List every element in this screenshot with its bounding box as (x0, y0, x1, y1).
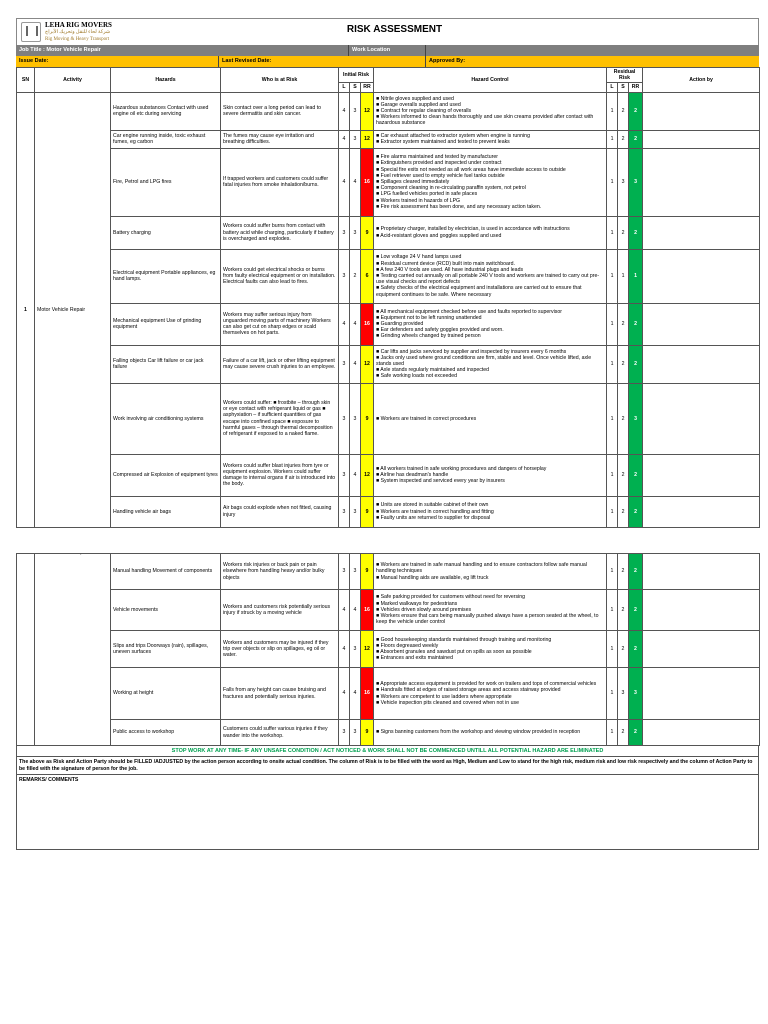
who-at-risk-cell: Workers could get electrical shocks or burns from faulty electrical equipment or on installation. Electrical faults can also lead to fires. (221, 249, 339, 303)
control-item: ■ Jacks only used where ground conditions are firm, stable and level. Once vehicle lifted, axle stands used (376, 354, 592, 367)
residual-rr-cell: 3 (629, 383, 643, 454)
control-item: ■ Special fire exits not needed as all work areas have immediate access to outside (376, 166, 566, 173)
hazard-cell: Work involving air conditioning systems (111, 383, 221, 454)
residual-rr-cell: 2 (629, 130, 643, 148)
who-at-risk-cell: Workers could suffer burns from contact with battery acid while charging, particularly if battery is overcharged and explodes. (221, 216, 339, 249)
col-hazard-control: Hazard Control (374, 68, 607, 93)
initial-l-cell: 4 (339, 303, 350, 345)
table-row (17, 720, 760, 746)
action-by-cell[interactable] (643, 345, 760, 383)
control-item: ■ Vehicles driven slowly around premises (376, 606, 472, 613)
initial-rr-cell: 9 (361, 720, 374, 746)
initial-s-cell: 4 (350, 148, 361, 216)
col-residual-s: S (618, 83, 629, 92)
table-row (17, 303, 760, 345)
initial-l-cell: 4 (339, 130, 350, 148)
initial-rr-cell: 9 (361, 554, 374, 590)
residual-l-cell: 1 (607, 130, 618, 148)
stop-work-banner: STOP WORK AT ANY TIME- IF ANY UNSAFE CONDITION / ACT NOTICED & WORK SHALL NOT BE COMMENCED UNTILL ALL POTENTIAL HAZARD ARE ELIMINATED (16, 746, 759, 757)
residual-l-cell: 1 (607, 92, 618, 130)
initial-rr-cell: 16 (361, 148, 374, 216)
initial-l-cell: 4 (339, 631, 350, 668)
control-item: ■ Workers are trained in correct procedures (376, 415, 477, 422)
control-item: ■ Workers are competent to use ladders where appropriate (376, 693, 512, 700)
who-at-risk-cell: Failure of a car lift, jack or other lifting equipment may cause severe crush injuries to an employee. (221, 345, 339, 383)
risk-table-page-1 (16, 67, 760, 528)
col-initial-rr: RR (361, 83, 374, 92)
initial-rr-cell: 12 (361, 130, 374, 148)
who-at-risk-cell: Workers and customers may be injured if they trip over objects or slip on spillages, eg oil or water. (221, 631, 339, 668)
col-hazards: Hazards (111, 68, 221, 93)
residual-l-cell: 1 (607, 554, 618, 590)
control-item: ■ Car exhaust attached to extractor system when engine is running (376, 132, 530, 139)
residual-s-cell: 2 (618, 303, 629, 345)
residual-l-cell: 1 (607, 345, 618, 383)
control-item: ■ Marked walkways for pedestrians (376, 600, 458, 607)
residual-l-cell: 1 (607, 249, 618, 303)
action-by-cell[interactable] (643, 249, 760, 303)
initial-s-cell: 3 (350, 631, 361, 668)
initial-rr-cell: 12 (361, 92, 374, 130)
control-item: ■ Floors degreased weekly (376, 642, 439, 649)
hazard-control-cell (374, 92, 607, 130)
initial-l-cell: 4 (339, 590, 350, 631)
residual-rr-cell: 2 (629, 554, 643, 590)
action-by-cell[interactable] (643, 554, 760, 590)
control-item: ■ Proprietary charger, installed by electrician, is used in accordance with instructions (376, 226, 570, 233)
residual-rr-cell: 2 (629, 720, 643, 746)
control-item: ■ Workers are trained in correct handling and fitting (376, 508, 494, 515)
residual-l-cell: 1 (607, 454, 618, 496)
hazard-cell: Mechanical equipment Use of grinding equipment (111, 303, 221, 345)
control-item: ■ Safety checks of the electrical equipment and installations are carried out to ensure that equipment continues to be safe. Where necessary (376, 285, 582, 298)
who-at-risk-cell: Workers risk injuries or back pain or pain elsewhere from handling heavy and/or bulky objects (221, 554, 339, 590)
initial-s-cell: 2 (350, 249, 361, 303)
control-item: ■ Equipment not to be left running unattended (376, 314, 482, 321)
control-item: ■ Airline has deadman's handle (376, 472, 449, 478)
hazard-control-cell (374, 148, 607, 216)
col-initial-l: L (339, 83, 350, 92)
control-item: ■ Workers are trained in safe manual handling and to ensure contractors follow safe manual handling techniques (376, 562, 587, 575)
initial-l-cell: 3 (339, 496, 350, 527)
remarks-label: REMARKS/ COMMENTS (19, 777, 79, 783)
residual-l-cell: 1 (607, 383, 618, 454)
risk-table-page-2 (16, 553, 760, 746)
residual-s-cell: 3 (618, 668, 629, 720)
hazard-cell: Manual handling Movement of components (111, 554, 221, 590)
issue-date[interactable]: Issue Date: (16, 56, 219, 67)
action-by-cell[interactable] (643, 303, 760, 345)
residual-rr-cell: 2 (629, 303, 643, 345)
hazard-control-cell (374, 216, 607, 249)
who-at-risk-cell: Workers and customers risk potentially serious injury if struck by a moving vehicle (221, 590, 339, 631)
sn-cell (17, 554, 35, 746)
hazard-control-cell (374, 590, 607, 631)
residual-l-cell: 1 (607, 148, 618, 216)
who-at-risk-cell: Air bags could explode when not fitted, causing injury (221, 496, 339, 527)
action-by-cell[interactable] (643, 496, 760, 527)
table-row (17, 496, 760, 527)
initial-s-cell: 3 (350, 720, 361, 746)
hazard-control-cell (374, 130, 607, 148)
control-item: ■ Signs banning customers from the workshop and viewing window provided in reception (376, 729, 581, 736)
table-row (17, 216, 760, 249)
table-row (17, 590, 760, 631)
sn-cell: 1 (17, 92, 35, 527)
control-item: ■ Grinding wheels changed by trained person (376, 333, 481, 340)
residual-s-cell: 2 (618, 496, 629, 527)
col-activity: Activity (35, 68, 111, 93)
control-item: ■ Contract for regular cleaning of overalls (376, 108, 472, 114)
hazard-control-cell (374, 631, 607, 668)
initial-s-cell: 3 (350, 496, 361, 527)
residual-l-cell: 1 (607, 720, 618, 746)
control-item: ■ Component cleaning in re-circulating paraffin system, not petrol (376, 185, 526, 192)
who-at-risk-cell: Skin contact over a long period can lead to severe dermatitis and skin cancer. (221, 92, 339, 130)
hazard-control-cell (374, 720, 607, 746)
table-row (17, 345, 760, 383)
activity-cell (35, 554, 111, 746)
control-item: ■ Fire risk assessment has been done, and any necessary action taken. (376, 203, 542, 210)
action-by-cell[interactable] (643, 631, 760, 668)
initial-l-cell: 3 (339, 216, 350, 249)
control-item: ■ Acid-resistant gloves and goggles supplied and used (376, 232, 502, 239)
control-item: ■ Extinguishers provided and inspected under contract (376, 160, 502, 167)
who-at-risk-cell: If trapped workers and customers could suffer fatal injuries from smoke inhalation/burns. (221, 148, 339, 216)
control-item: ■ System inspected and serviced every year by insurers (376, 478, 505, 485)
control-item: ■ Residual current device (RCD) built into main switchboard. (376, 260, 515, 267)
residual-rr-cell: 2 (629, 216, 643, 249)
table-row (17, 631, 760, 668)
control-item: ■ Absorbent granules and sawdust put on spills as soon as possible (376, 649, 532, 655)
residual-l-cell: 1 (607, 631, 618, 668)
company-name: LEHA RIG MOVERS (45, 20, 112, 29)
hazard-control-cell (374, 383, 607, 454)
residual-rr-cell: 2 (629, 496, 643, 527)
hazard-cell: Working at height (111, 668, 221, 720)
control-item: ■ LPG fuelled vehicles ported in safe places (376, 191, 478, 198)
risk-sheet-page-2 (16, 553, 759, 850)
company-logo (17, 19, 141, 45)
initial-s-cell: 3 (350, 130, 361, 148)
residual-rr-cell: 2 (629, 454, 643, 496)
control-item: ■ Faulty units are returned to supplier for disposal (376, 514, 491, 521)
initial-l-cell: 3 (339, 454, 350, 496)
initial-l-cell: 3 (339, 383, 350, 454)
control-item: ■ Garage overalls supplied and used (376, 101, 461, 108)
col-residual-rr: RR (629, 83, 643, 92)
initial-l-cell: 3 (339, 249, 350, 303)
who-at-risk-cell: Workers could suffer: ■ frostbite – through skin or eye contact with refrigerant liquid or gas ■ asphyxiation – if sufficient quantities of gas escape into confined space ■ exposure to harmful gases – through thermal decomposition of refrigerant if exposed to a naked flame. (221, 383, 339, 454)
control-item: ■ Workers trained in hazards of LPG (376, 197, 461, 204)
hazard-control-cell (374, 554, 607, 590)
table-row (17, 554, 760, 590)
residual-s-cell: 2 (618, 383, 629, 454)
action-by-cell[interactable] (643, 454, 760, 496)
col-residual-risk: Residual Risk (607, 68, 643, 83)
who-at-risk-cell: The fumes may cause eye irritation and breathing difficulties. (221, 130, 339, 148)
hazard-control-cell (374, 249, 607, 303)
logo-mark-icon (21, 22, 41, 42)
hazard-cell: Electrical equipment Portable appliances, eg hand lamps. (111, 249, 221, 303)
action-by-cell[interactable] (643, 590, 760, 631)
initial-l-cell: 4 (339, 92, 350, 130)
initial-rr-cell: 16 (361, 303, 374, 345)
residual-s-cell: 2 (618, 590, 629, 631)
control-item: ■ Ear defenders and safety goggles provided and worn. (376, 327, 504, 334)
action-by-cell[interactable] (643, 130, 760, 148)
initial-l-cell: 3 (339, 720, 350, 746)
action-by-cell[interactable] (643, 668, 760, 720)
action-by-cell[interactable] (643, 148, 760, 216)
control-item: ■ Manual handling aids are available, eg lift truck (376, 574, 489, 581)
initial-s-cell: 4 (350, 303, 361, 345)
hazard-cell: Compressed air Explosion of equipment tyres (111, 454, 221, 496)
table-row (17, 249, 760, 303)
residual-s-cell: 2 (618, 216, 629, 249)
control-item: ■ Units are stored in suitable cabinet of their own (376, 502, 489, 509)
initial-l-cell: 4 (339, 668, 350, 720)
hazard-cell: Handling vehicle air bags (111, 496, 221, 527)
control-item: ■ Nitrile gloves supplied and used (376, 95, 454, 102)
initial-rr-cell: 9 (361, 383, 374, 454)
control-item: ■ Workers ensure that cars being manually pushed always have a person seated at the wheel, to keep the vehicle under control (376, 613, 599, 626)
residual-s-cell: 2 (618, 631, 629, 668)
hazard-control-cell (374, 668, 607, 720)
residual-s-cell: 2 (618, 130, 629, 148)
col-initial-risk: Initial Risk (339, 68, 374, 83)
hazard-cell: Fire, Petrol and LPG fires (111, 148, 221, 216)
residual-rr-cell: 3 (629, 148, 643, 216)
initial-s-cell: 4 (350, 668, 361, 720)
action-by-cell[interactable] (643, 720, 760, 746)
job-title: Job Title : Motor Vehicle Repair (16, 45, 349, 56)
hazard-cell: Falling objects Car lift failure or car jack failure (111, 345, 221, 383)
date-bar (16, 56, 759, 67)
approved-by[interactable]: Approved By: (429, 58, 466, 64)
col-initial-s: S (350, 83, 361, 92)
table-row (17, 383, 760, 454)
hazard-cell: Public access to workshop (111, 720, 221, 746)
residual-rr-cell: 2 (629, 631, 643, 668)
residual-s-cell: 1 (618, 249, 629, 303)
risk-assessment-sheet (16, 18, 759, 528)
control-item: ■ Axle stands regularly maintained and inspected (376, 367, 490, 374)
control-item: ■ All workers trained in safe working procedures and dangers of horseplay (376, 465, 547, 472)
work-location-label: Work Location (349, 45, 426, 56)
residual-rr-cell: 2 (629, 590, 643, 631)
initial-l-cell: 3 (339, 554, 350, 590)
control-item: ■ Safe working loads not exceeded (376, 373, 458, 380)
hazard-control-cell (374, 454, 607, 496)
hazard-cell: Hazardous substances Contact with used engine oil etc during servicing (111, 92, 221, 130)
control-item: ■ Appropriate access equipment is provided for work on trailers and tops of commercial vehicles (376, 681, 597, 688)
control-item: ■ Low voltage 24 V hand lamps used (376, 254, 462, 261)
footer-note: The above as Risk and Action Party should be FILLED /ADJUSTED by the action person according to onsite actual condition. The column of Risk is to be filled with the word as High, Medium and Low to stand for the high risk, medium risk and low risk respectively and the column of Action Party to be filled with the signature of person for the job. (16, 757, 759, 775)
initial-rr-cell: 12 (361, 345, 374, 383)
activity-cell: Motor Vehicle Repair (35, 92, 111, 527)
initial-s-cell: 4 (350, 345, 361, 383)
residual-s-cell: 2 (618, 454, 629, 496)
control-item: ■ Extractor system maintained and tested to prevent leaks (376, 139, 510, 146)
col-sn: SN (17, 68, 35, 93)
residual-s-cell: 2 (618, 720, 629, 746)
residual-l-cell: 1 (607, 303, 618, 345)
control-item: ■ Testing carried out annually on all portable 240 V tools and workers are trained to carry out pre-use visual checks and report defects (376, 273, 600, 286)
company-name-arabic: شركة لحاء للنقل وتحريك الأبراج (45, 29, 111, 35)
company-tagline: Rig Moving & Heavy Transport (45, 36, 110, 42)
initial-rr-cell: 16 (361, 590, 374, 631)
action-by-cell[interactable] (643, 92, 760, 130)
remarks-box[interactable] (16, 775, 759, 850)
initial-l-cell: 4 (339, 148, 350, 216)
work-location-value[interactable] (426, 45, 759, 56)
who-at-risk-cell: Falls from any height can cause bruising and fractures and potentially serious injuries. (221, 668, 339, 720)
who-at-risk-cell: Workers may suffer serious injury from unguarded moving parts of machinery Workers can also get cut on sharp edges or scald themselves on hot parts. (221, 303, 339, 345)
control-item: ■ Entrances and exits maintained (376, 655, 453, 662)
initial-s-cell: 3 (350, 554, 361, 590)
residual-s-cell: 3 (618, 148, 629, 216)
control-item: ■ A few 240 V tools are used. All have industrial plugs and leads (376, 266, 524, 273)
col-who-at-risk: Who is at Risk (221, 68, 339, 93)
hazard-cell: Slips and trips Doorways (rain), spillages, uneven surfaces (111, 631, 221, 668)
hazard-cell: Vehicle movements (111, 590, 221, 631)
control-item: ■ All mechanical equipment checked before use and faults reported to supervisor (376, 308, 562, 315)
control-item: ■ Vehicle inspection pits cleaned and covered when not in use (376, 699, 520, 706)
table-row (17, 454, 760, 496)
initial-s-cell: 3 (350, 216, 361, 249)
table-row (17, 148, 760, 216)
control-item: ■ Spillages cleared immediately (376, 179, 450, 185)
control-item: ■ Car lifts and jacks serviced by supplier and inspected by insurers every 6 months (376, 348, 567, 355)
control-item: ■ Fuel retriever used to empty vehicle fuel tanks outside (376, 172, 505, 179)
residual-s-cell: 2 (618, 554, 629, 590)
col-action-by: Action by (643, 68, 760, 93)
control-item: ■ Guarding provided (376, 321, 424, 327)
initial-s-cell: 4 (350, 590, 361, 631)
action-by-cell[interactable] (643, 383, 760, 454)
residual-l-cell: 1 (607, 216, 618, 249)
control-item: ■ Fire alarms maintained and tested by manufacturer (376, 154, 498, 161)
hazard-cell: Battery charging (111, 216, 221, 249)
who-at-risk-cell: Workers could suffer blast injuries from tyre or equipment explosion. Workers could suffer damage to internal organs if air is introduced into the body. (221, 454, 339, 496)
residual-s-cell: 2 (618, 345, 629, 383)
initial-rr-cell: 12 (361, 631, 374, 668)
residual-l-cell: 1 (607, 496, 618, 527)
control-item: ■ Workers informed to clean hands thoroughly and use skin creams provided after contact with hazardous substance (376, 114, 594, 127)
residual-rr-cell: 2 (629, 345, 643, 383)
initial-rr-cell: 16 (361, 668, 374, 720)
col-residual-l: L (607, 83, 618, 92)
residual-s-cell: 2 (618, 92, 629, 130)
initial-rr-cell: 9 (361, 496, 374, 527)
residual-l-cell: 1 (607, 590, 618, 631)
action-by-cell[interactable] (643, 216, 760, 249)
hazard-control-cell (374, 303, 607, 345)
residual-rr-cell: 2 (629, 92, 643, 130)
last-revised-date[interactable]: Last Revised Date: (219, 56, 426, 67)
table-row (17, 668, 760, 720)
initial-rr-cell: 9 (361, 216, 374, 249)
table-row (17, 92, 760, 130)
page-title: RISK ASSESSMENT (346, 24, 443, 35)
residual-rr-cell: 1 (629, 249, 643, 303)
hazard-cell: Car engine running inside, toxic exhaust fumes, eg carbon (111, 130, 221, 148)
job-title-bar (16, 45, 759, 56)
residual-rr-cell: 3 (629, 668, 643, 720)
who-at-risk-cell: Customers could suffer various injuries if they wander into the workshop. (221, 720, 339, 746)
hazard-control-cell (374, 496, 607, 527)
table-row (17, 130, 760, 148)
initial-s-cell: 3 (350, 383, 361, 454)
initial-s-cell: 3 (350, 92, 361, 130)
initial-l-cell: 3 (339, 345, 350, 383)
hazard-control-cell (374, 345, 607, 383)
initial-rr-cell: 12 (361, 454, 374, 496)
initial-rr-cell: 6 (361, 249, 374, 303)
residual-l-cell: 1 (607, 668, 618, 720)
initial-s-cell: 4 (350, 454, 361, 496)
document-header (16, 18, 759, 45)
control-item: ■ Good housekeeping standards maintained through training and monitoring (376, 636, 552, 643)
control-item: ■ Safe parking provided for customers without need for reversing (376, 594, 526, 601)
control-item: ■ Handrails fitted at edges of raised storage areas and access stairway provided (376, 687, 561, 694)
